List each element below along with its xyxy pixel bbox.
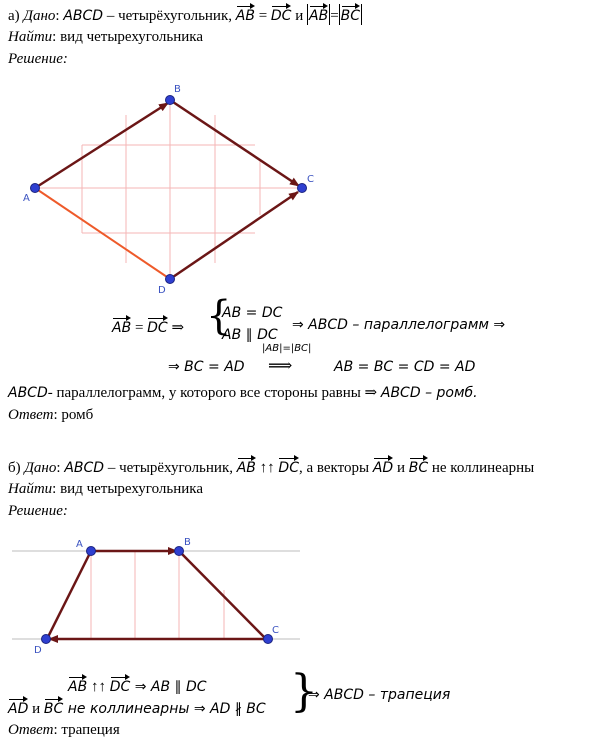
given-text: – четырёхугольник, xyxy=(103,8,236,24)
quad-name: ABCD xyxy=(63,8,104,24)
equals-sign: = xyxy=(131,320,148,336)
edge-bc xyxy=(170,100,299,186)
brace-right: } xyxy=(290,666,318,717)
brace-left: { xyxy=(206,293,232,339)
part-b-solution-line xyxy=(8,502,68,520)
vector-ab: AB xyxy=(236,4,255,25)
vector-dc: DC xyxy=(110,675,131,696)
answer-text: : трапеция xyxy=(53,722,120,738)
label-b: B xyxy=(184,537,191,548)
and-word: и xyxy=(28,701,44,717)
given-label: Дано xyxy=(24,460,57,476)
eq1-bottom: AB ∥ DC xyxy=(222,327,278,343)
vertex-d xyxy=(42,635,51,644)
grid-lines xyxy=(35,99,300,279)
vector-bc-abs: BC xyxy=(341,4,360,25)
conclusion-text: - параллелограмм, у которого все стороны равны ⇒ xyxy=(47,385,381,401)
vector-dc: DC xyxy=(278,456,299,477)
part-b-line1 xyxy=(68,675,207,696)
trapezoid-figure xyxy=(0,530,310,660)
implies-arrow: ⟹ xyxy=(268,356,293,375)
colon: : xyxy=(56,460,65,476)
colon: : xyxy=(62,503,68,519)
vertex-d xyxy=(166,275,175,284)
eq2-over: |AB|=|BC| xyxy=(262,343,312,354)
answer-label: Ответ xyxy=(8,722,54,738)
quad-name: ABCD xyxy=(8,385,48,401)
eq2-right: AB = BC = CD = AD xyxy=(334,359,476,375)
label-b: B xyxy=(174,84,181,95)
part-a-eq1-left: AB = DC ⇒ xyxy=(112,316,184,337)
codirected-sign: ↑↑ xyxy=(255,460,279,476)
part-a-answer xyxy=(8,406,93,424)
edge-ad xyxy=(47,551,91,639)
part-a-find-line xyxy=(8,28,203,46)
part-b-given-line xyxy=(8,456,534,477)
vertices xyxy=(31,96,307,284)
solution-label: Решение xyxy=(8,503,63,519)
find-text: : вид четырехугольника xyxy=(52,29,203,45)
part-a-prefix: а) xyxy=(8,8,24,24)
vector-ab-abs: AB xyxy=(309,4,328,25)
label-d: D xyxy=(34,645,42,656)
and-word: и xyxy=(291,8,307,24)
eq1-result: ⇒ ABCD – параллелограмм ⇒ xyxy=(292,317,506,333)
vertex-a xyxy=(31,184,40,193)
part-b-prefix: б) xyxy=(8,460,25,476)
part-b-line2 xyxy=(8,697,266,718)
colon: : xyxy=(62,51,68,67)
and-word: и xyxy=(393,460,409,476)
vector-ab: AB xyxy=(237,456,256,477)
part-b-result xyxy=(308,686,450,704)
given-label: Дано xyxy=(23,8,56,24)
vector-ad: AD xyxy=(8,697,28,718)
abs-ab xyxy=(307,4,330,25)
label-c: C xyxy=(307,174,314,185)
line1-tail: ⇒ AB ∥ DC xyxy=(130,679,207,695)
label-c: C xyxy=(272,625,279,636)
vertices xyxy=(42,547,273,644)
rhombus-figure xyxy=(0,75,330,300)
answer-text: : ромб xyxy=(53,407,94,423)
vector-ad: AD xyxy=(373,456,393,477)
grid-lines xyxy=(91,551,224,639)
eq2-left: ⇒ BC = AD xyxy=(168,359,245,375)
edge-dc xyxy=(170,192,298,279)
answer-label: Ответ xyxy=(8,407,54,423)
find-label: Найти xyxy=(8,481,53,497)
part-a-given-line: а) Дано: ABCD – четырёхугольник, AB = DC и AB = BC xyxy=(8,4,362,25)
colon: : xyxy=(55,8,64,24)
label-d: D xyxy=(158,285,166,296)
part-a-solution-line xyxy=(8,50,68,68)
abs-bc xyxy=(339,4,362,25)
part-b-answer xyxy=(8,721,120,739)
vector-bc: BC xyxy=(409,456,428,477)
equals-sign: = xyxy=(254,8,271,24)
label-a: A xyxy=(23,193,30,204)
part-a-conclusion xyxy=(8,384,478,402)
vertex-b xyxy=(175,547,184,556)
vector-ab: AB xyxy=(112,316,131,337)
edge-bc xyxy=(179,551,266,639)
vector-bc: BC xyxy=(44,697,63,718)
result-text: ⇒ ABCD – трапеция xyxy=(308,687,451,703)
find-text: : вид четырехугольника xyxy=(52,481,203,497)
solution-label: Решение xyxy=(8,51,63,67)
eq1-top: AB = DC xyxy=(222,305,283,321)
given-text3: не коллинеарны xyxy=(428,460,535,476)
find-label: Найти xyxy=(8,29,53,45)
vector-dc: DC xyxy=(271,4,292,25)
label-a: A xyxy=(76,539,83,550)
quad-name: ABCD xyxy=(64,460,105,476)
vertex-c xyxy=(298,184,307,193)
vector-dc: DC xyxy=(147,316,168,337)
vector-ab: AB xyxy=(68,675,87,696)
vertex-b xyxy=(166,96,175,105)
codirected-sign: ↑↑ xyxy=(87,679,110,695)
given-text: – четырёхугольник, xyxy=(104,460,237,476)
part-b-find-line xyxy=(8,480,203,498)
given-text2: , а векторы xyxy=(298,460,373,476)
vertex-a xyxy=(87,547,96,556)
line2-tail: не коллинеарны ⇒ AD ∦ BC xyxy=(63,701,266,717)
guide-lines xyxy=(12,551,300,639)
conclusion-end: ABCD – ромб. xyxy=(380,385,478,401)
